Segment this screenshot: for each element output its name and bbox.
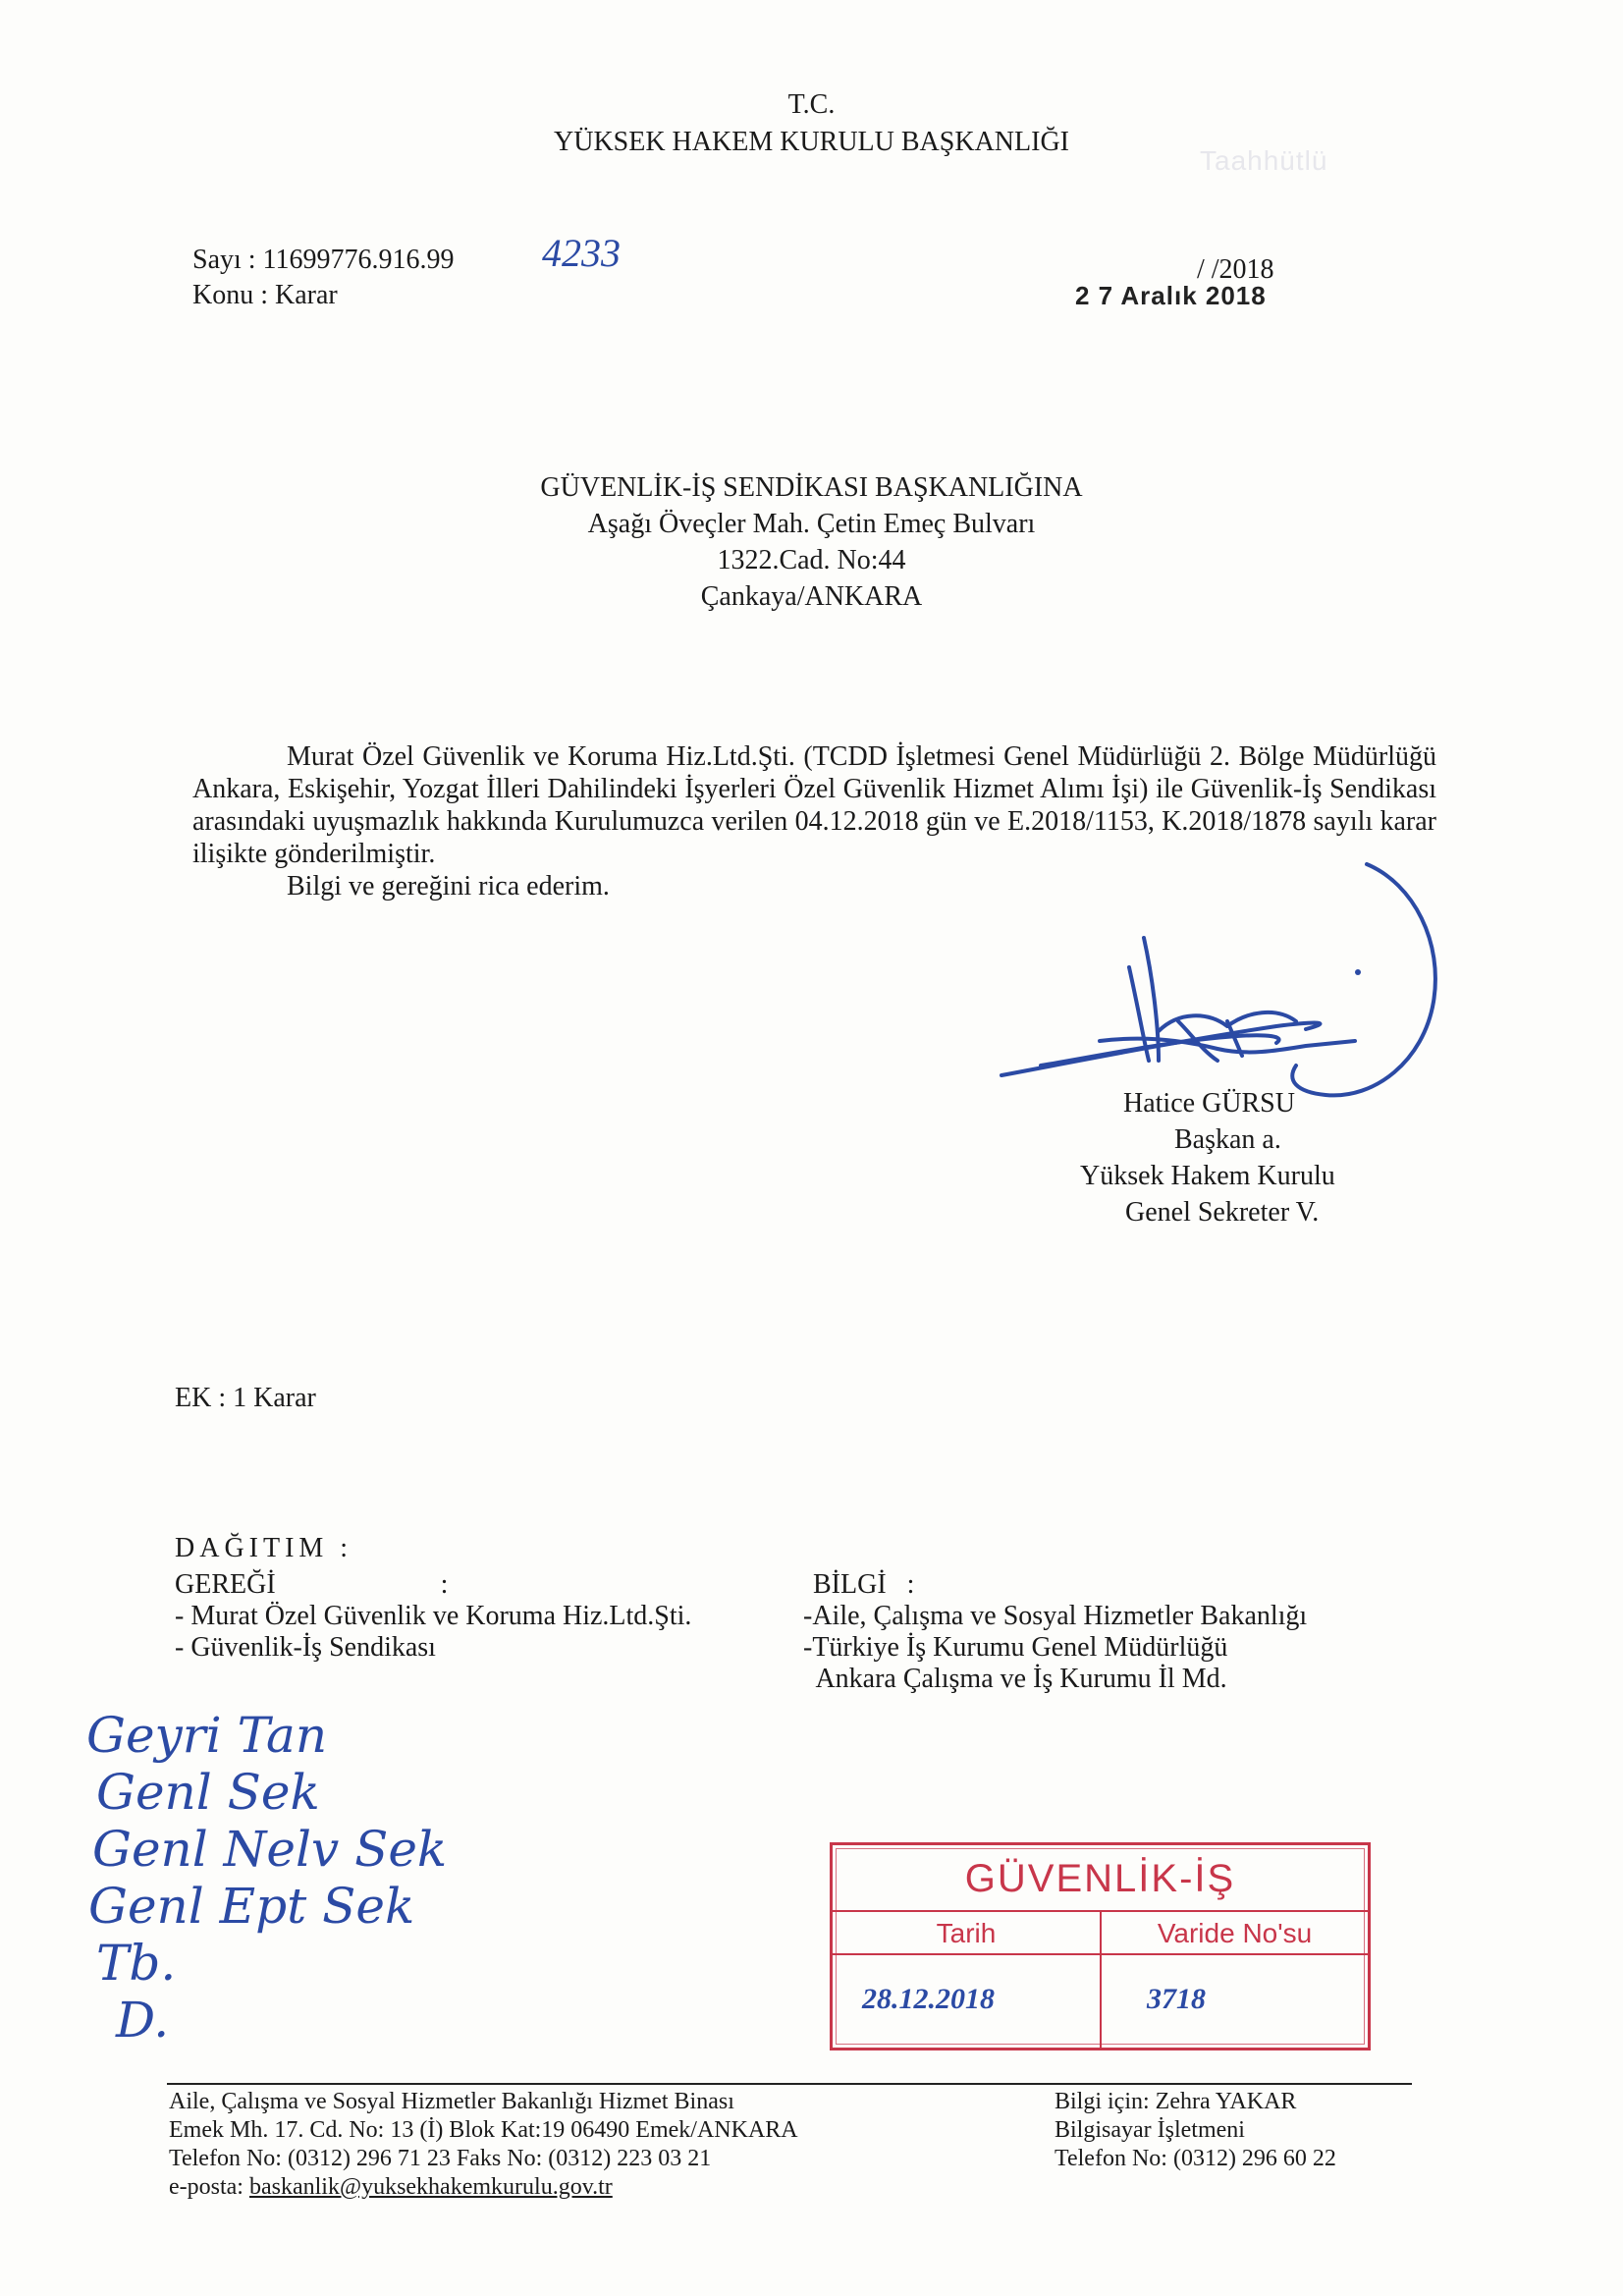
letter-body [192, 740, 1436, 902]
footer-address-block [169, 2088, 798, 2202]
footer-contact-phone: Telefon No: (0312) 296 60 22 [1055, 2146, 1336, 2171]
bilgi-item: -Aile, Çalışma ve Sosyal Hizmetler Bakanlığı [803, 1601, 1308, 1631]
handwritten-reference-number: 4233 [542, 231, 621, 275]
geregi-label: GEREĞİ : [175, 1569, 449, 1600]
reference-subject: Konu : Karar [192, 280, 338, 310]
stamp-date-value: 28.12.2018 [862, 1983, 995, 2015]
signatory-organization: Yüksek Hakem Kurulu [1080, 1161, 1335, 1191]
stamp-date-label: Tarih [936, 1918, 997, 1948]
distribution-bilgi [803, 1569, 1307, 1695]
footer-address-line: Aile, Çalışma ve Sosyal Hizmetler Bakanlığı Hizmet Binası [169, 2089, 734, 2114]
signatory-name: Hatice GÜRSU [1123, 1088, 1295, 1119]
signatory-title: Başkan a. [1174, 1124, 1281, 1155]
footer-phone: Telefon No: (0312) 296 71 23 Faks No: (0312) 223 03 21 [169, 2146, 712, 2171]
handwritten-note: Genl Nelv Sek [92, 1821, 448, 1878]
stamp-incoming-number-value: 3718 [1147, 1983, 1206, 2015]
distribution-heading: DAĞITIM : [175, 1533, 353, 1563]
footer-contact-block [1055, 2088, 1336, 2173]
bilgi-label: BİLGİ : [813, 1569, 915, 1600]
addressee-name: GÜVENLİK-İŞ SENDİKASI BAŞKANLIĞINA [540, 472, 1083, 503]
header-organization: YÜKSEK HAKEM KURULU BAŞKANLIĞI [554, 127, 1069, 157]
footer-contact-role: Bilgisayar İşletmeni [1055, 2117, 1245, 2143]
footer-email-label: e-posta: [169, 2174, 249, 2200]
faded-registered-stamp: Taahhütlü [1200, 145, 1328, 176]
footer-email-line [169, 2173, 798, 2202]
stamp-incoming-number-label: Varide No'su [1157, 1918, 1313, 1948]
body-paragraph: Murat Özel Güvenlik ve Koruma Hiz.Ltd.Şti. (TCDD İşletmesi Genel Müdürlüğü 2. Bölge Müdürlüğü Ankara, Eskişehir, Yozgat İlleri Dahilindeki İşyerleri Özel Güvenlik Hizmet Alımı İşi) ile Güvenlik-İş Sendikası arasındaki uyuşmazlık hakkında Kurulumuzca verilen 04.12.2018 gün ve E.2018/1153, K.2018/1878 sayılı karar ilişikte gönderilmiştir. [192, 741, 1436, 869]
reference-number: Sayı : 11699776.916.99 [192, 245, 455, 275]
addressee-address-line: 1322.Cad. No:44 [717, 545, 906, 575]
addressee-block [0, 469, 1623, 615]
bilgi-item: Ankara Çalışma ve İş Kurumu İl Md. [803, 1664, 1227, 1694]
geregi-item: - Murat Özel Güvenlik ve Koruma Hiz.Ltd.Şti. [175, 1601, 692, 1631]
date-stamp: 2 7 Aralık 2018 [1075, 281, 1267, 310]
bilgi-item: -Türkiye İş Kurumu Genel Müdürlüğü [803, 1632, 1228, 1663]
signatory-position: Genel Sekreter V. [1125, 1197, 1320, 1228]
body-closing: Bilgi ve gereğini rica ederim. [287, 871, 610, 902]
handwritten-note: Genl Ept Sek [88, 1878, 415, 1935]
handwritten-note: D. [116, 1992, 170, 2049]
footer-address-line: Emek Mh. 17. Cd. No: 13 (İ) Blok Kat:19 06490 Emek/ANKARA [169, 2117, 798, 2143]
footer-contact-name: Bilgi için: Zehra YAKAR [1055, 2089, 1297, 2114]
reference-date: / /2018 [1197, 254, 1274, 285]
addressee-address-line: Aşağı Öveçler Mah. Çetin Emeç Bulvarı [587, 509, 1036, 539]
signature-block [1080, 1085, 1335, 1230]
handwritten-note: Tb. [96, 1935, 177, 1992]
handwritten-routing-notes [86, 1707, 447, 2049]
handwritten-note: Genl Sek [96, 1764, 320, 1821]
geregi-item: - Güvenlik-İş Sendikası [175, 1632, 436, 1663]
stamp-title: GÜVENLİK-İŞ [964, 1857, 1236, 1900]
footer-divider [167, 2083, 1412, 2085]
attachment-line: EK : 1 Karar [175, 1383, 316, 1413]
header-tc: T.C. [787, 89, 836, 120]
handwritten-note: Geyri Tan [86, 1707, 328, 1764]
addressee-city: Çankaya/ANKARA [700, 581, 923, 612]
receipt-stamp [830, 1842, 1371, 2050]
footer-email-link[interactable]: baskanlik@yuksekhakemkurulu.gov.tr [248, 2174, 613, 2200]
distribution-geregi [175, 1569, 691, 1664]
